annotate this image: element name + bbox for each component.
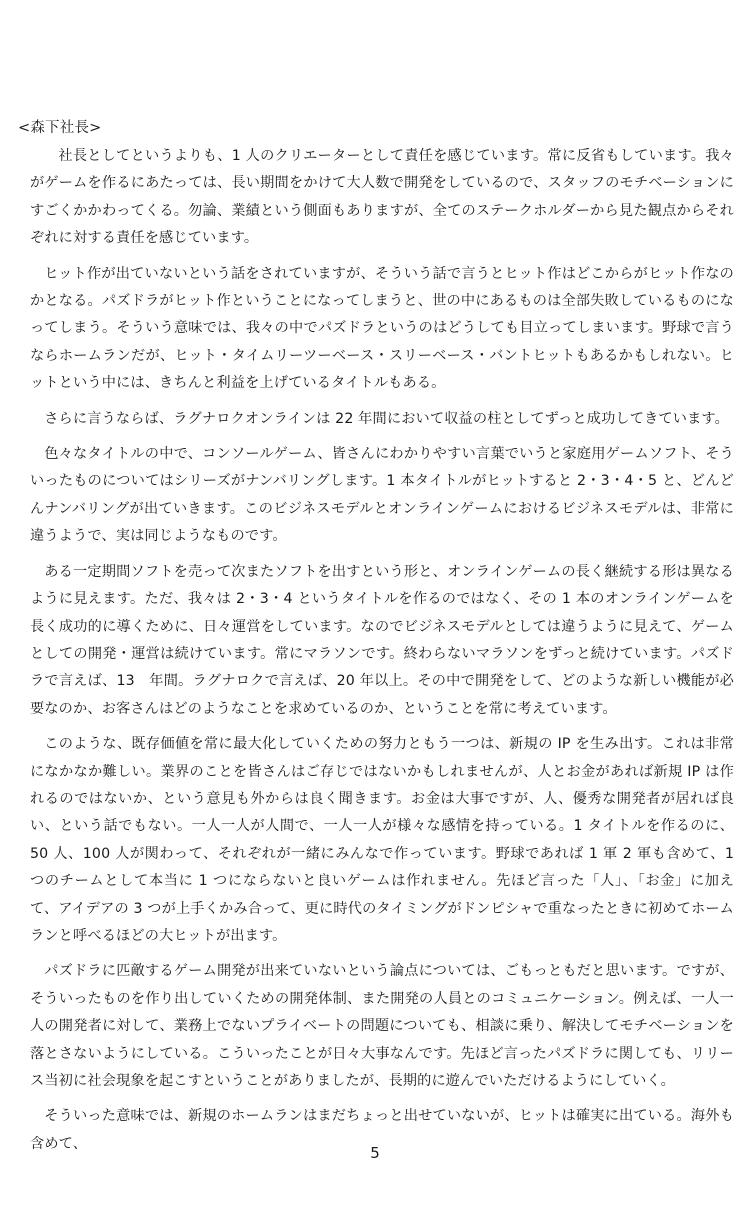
speaker-label: <森下社長>: [18, 120, 102, 136]
page-number: 5: [370, 1144, 380, 1162]
paragraph-3: さらに言うならば、ラグナロクオンラインは 22 年間において収益の柱としてずっと成功してきています。: [44, 410, 729, 427]
paragraph-2: ヒット作が出ていないという話をされていますが、そういう話で言うとヒット作はどこからがヒット作なのかとなる。パズドラがヒット作ということになってしまうと、世の中にあるものは全部失敗しているものになってしまう。そういう意味では、我々の中でパズドラというのはどうしても目立ってしまいます。野球で言うならホームランだが、ヒット・タイムリーツーベース・スリーベース・バントヒットもあるかもしれない。ヒットという中には、きちんと利益を上げているタイトルもある。: [30, 265, 734, 392]
paragraph-4: 色々なタイトルの中で、コンソールゲーム、皆さんにわかりやすい言葉でいうと家庭用ゲームソフト、そういったものについてはシリーズがナンバリングします。1 本タイトルがヒットすると 2・3・4・5 と、どんどんナンバリングが出ていきます。このビジネスモデルとオンラインゲームにおけるビジネスモデルは、非常に違うようで、実は同じようなものです。: [30, 446, 734, 545]
paragraph-6: このような、既存価値を常に最大化していくための努力ともう一つは、新規の IP を生み出す。これは非常になかなか難しい。業界のことを皆さんはご存じではないかもしれませんが、人とお金があれば新規 IP は作れるのではないか、という意見も外からは良く聞きます。お金は大事ですが、人、優秀な開発者が居れば良い、という話でもない。一人一人が人間で、一人一人が様々な感情を持っている。1 タイトルを作るのに、50 人、100 人が関わって、それぞれが一緒にみんなで作っています。野球であれば 1 軍 2 軍も含めて、1 つのチームとして本当に 1 つにならないと良いゲームは作れません。先ほど言った「人」、「お金」に加えて、アイデアの 3 つが上手くかみ合って、更に時代のタイミングがドンピシャで重なったときに初めてホームランと呼べるほどの大ヒットが出ます。: [30, 736, 735, 944]
paragraph-8: そういった意味では、新規のホームランはまだちょっと出せていないが、ヒットは確実に出ている。海外も含めて、: [30, 1108, 734, 1152]
paragraph-5: ある一定期間ソフトを売って次またソフトを出すという形と、オンラインゲームの長く継続する形は異なるように見えます。ただ、我々は 2・3・4 というタイトルを作るのではなく、その 1 本のオンラインゲームを長く成功的に導くために、日々運営をしています。なのでビジネスモデルとしては違うように見えて、ゲームとしての開発・運営は続けています。常にマラソンです。終わらないマラソンをずっと続けています。パズドラで言えば、13 年間。ラグナロクで言えば、20 年以上。その中で開発をして、どのような新しい機能が必要なのか、お客さんはどのようなことを求めているのか、ということを常に考えています。: [30, 563, 734, 717]
paragraph-1: 社長としてというよりも、1 人のクリエーターとして責任を感じています。常に反省もしています。我々がゲームを作るにあたっては、長い期間をかけて大人数で開発をしているので、スタッフのモチベーションにすごくかかわってくる。勿論、業績という側面もありますが、全てのステークホルダーから見た観点からそれぞれに対する責任を感じています。: [30, 148, 734, 247]
paragraph-7: パズドラに匹敵するゲーム開発が出来ていないという論点については、ごもっともだと思います。ですが、そういったものを作り出していくための開発体制、また開発の人員とのコミュニケーション。例えば、一人一人の開発者に対して、業務上でないプライベートの問題についても、相談に乗り、解決してモチベーションを落とさないようにしている。こういったことが日々大事なんです。先ほど言ったパズドラに関しても、リリース当初に社会現象を起こすということがありましたが、長期的に遊んでいただけるようにしていく。: [30, 963, 734, 1089]
document-page: [18, 116, 735, 1158]
